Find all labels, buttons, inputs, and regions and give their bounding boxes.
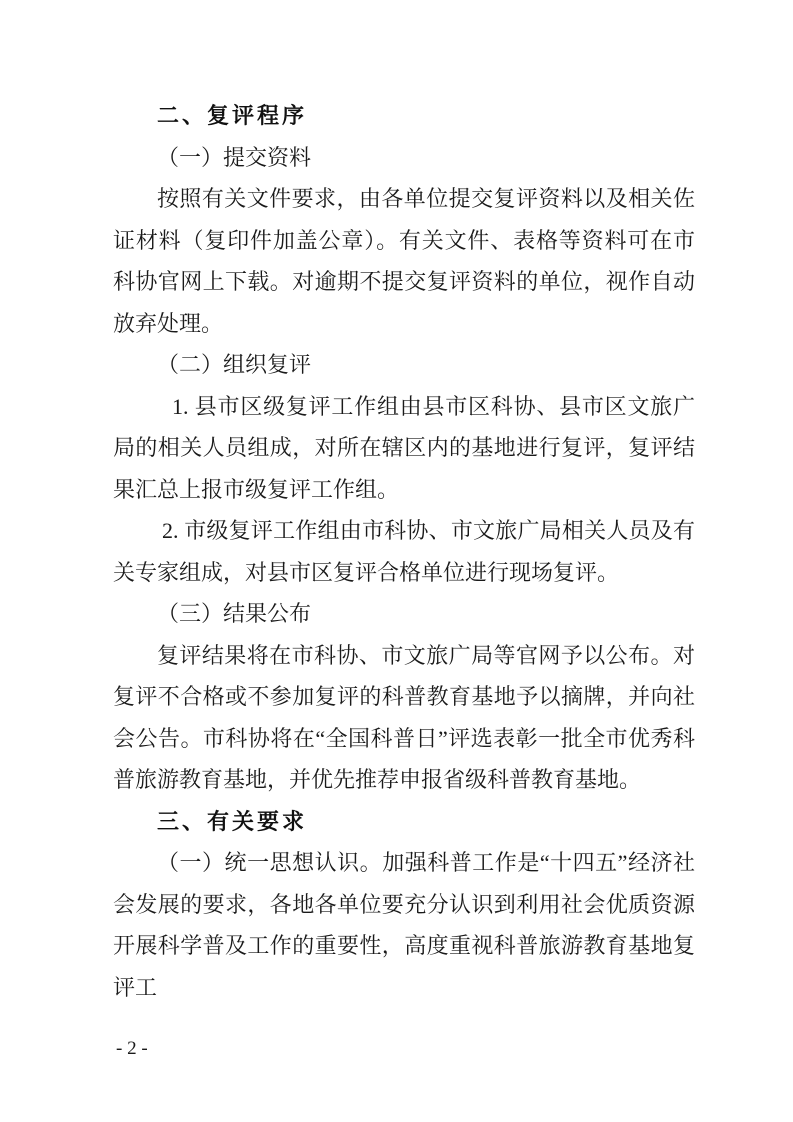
paragraph-submit-materials: 按照有关文件要求，由各单位提交复评资料以及相关佐证材料（复印件加盖公章）。有关文件、表格等资料可在市科协官网上下载。对逾期不提交复评资料的单位，视作自动放弃处理。: [113, 186, 695, 336]
subsection-1-heading: （一）提交资料: [157, 144, 312, 170]
subsection-3-heading: （三）结果公布: [157, 601, 312, 626]
document-body: [113, 95, 695, 1008]
page-number: - 2 -: [116, 1038, 148, 1059]
paragraph-unify-thinking: （一）统一思想认识。加强科普工作是“十四五”经济社会发展的要求，各地各单位要充分认识到利用社会优质资源开展科学普及工作的重要性，高度重视科普旅游教育基地复评工: [113, 850, 695, 1000]
list-item-city-review: 2. 市级复评工作组由市科协、市文旅广局相关人员及有关专家组成，对县市区复评合格单位进行现场复评。: [113, 518, 695, 585]
list-item-county-review: 1. 县市区级复评工作组由县市区科协、县市区文旅广局的相关人员组成，对所在辖区内的基地进行复评，复评结果汇总上报市级复评工作组。: [113, 393, 695, 502]
subsection-2-heading: （二）组织复评: [157, 352, 312, 377]
section-2-heading: 二、复评程序: [157, 103, 308, 128]
section-3-heading: 三、有关要求: [157, 808, 308, 834]
paragraph-results-announcement: 复评结果将在市科协、市文旅广局等官网予以公布。对复评不合格或不参加复评的科普教育基地予以摘牌，并向社会公告。市科协将在“全国科普日”评选表彰一批全市优秀科普旅游教育基地，并优先推荐申报省级科普教育基地。: [113, 642, 695, 792]
